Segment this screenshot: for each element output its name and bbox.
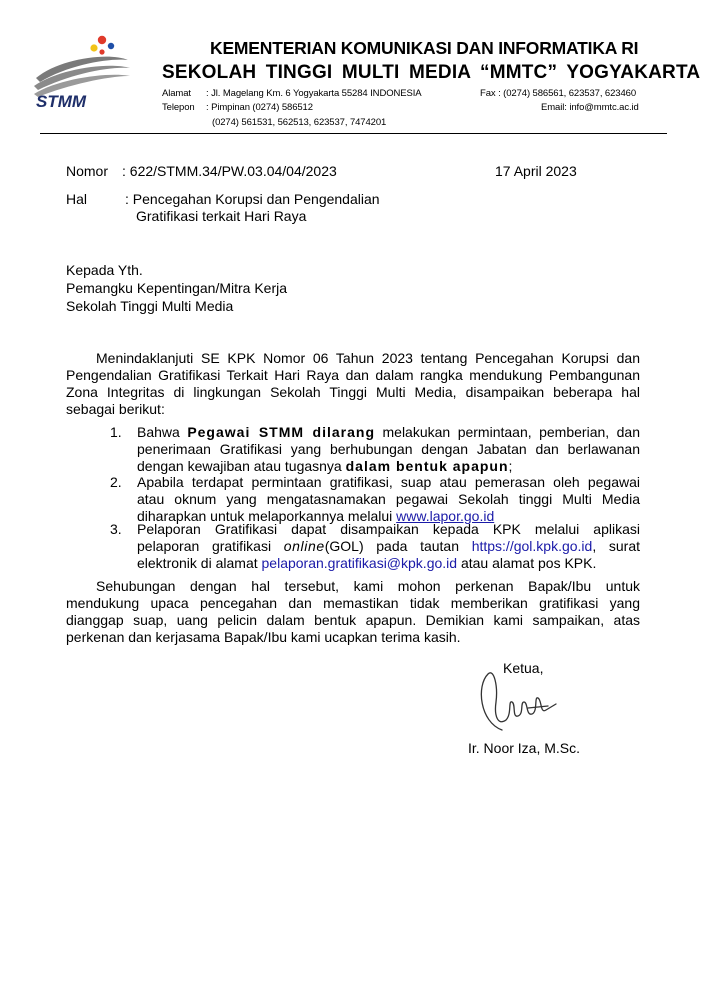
address-value: : Jl. Magelang Km. 6 Yogyakarta 55284 INDONESIA <box>206 88 422 99</box>
intro-paragraph <box>66 350 640 418</box>
list-number: 2. <box>110 474 122 490</box>
intro-line-4: sebagai berikut: <box>66 401 165 417</box>
list-number: 3. <box>110 521 122 537</box>
lapor-link[interactable]: www.lapor.go.id <box>396 508 495 524</box>
emphasis-pegawai-dilarang: Pegawai STMM dilarang <box>187 424 375 440</box>
closing-paragraph: Sehubungan dengan hal tersebut, kami mohon perkenan Bapak/Ibu untuk mendukung upaca pencegahan dan memastikan tidak memberikan gratifikasi yang dianggap suap, uang pelicin dalam bentuk apapun. Demikian kami sampaikan, atas perkenan dan kerjasama Bapak/Ibu kami ucapkan terima kasih. <box>66 578 640 645</box>
intro-line-1: Menindaklanjuti SE KPK Nomor 06 Tahun 2023 tentang Pencegahan Korupsi dan <box>96 350 640 366</box>
list-number: 1. <box>110 424 122 440</box>
nomor-value: : 622/STMM.34/PW.03.04/04/2023 <box>122 163 337 179</box>
signatory-name: Ir. Noor Iza, M.Sc. <box>468 740 581 756</box>
ministry-name: KEMENTERIAN KOMUNIKASI DAN INFORMATIKA RI <box>210 38 639 58</box>
hal-value-2: Gratifikasi terkait Hari Raya <box>136 208 307 224</box>
intro-line-3: Zona Integritas di lingkungan Sekolah Tinggi Multi Media, disampaikan beberapa hal <box>66 384 640 400</box>
letter-date: 17 April 2023 <box>495 163 577 179</box>
email: Email: info@mmtc.ac.id <box>541 102 639 113</box>
recipient-line-2: Pemangku Kepentingan/Mitra Kerja <box>66 280 288 296</box>
letterhead-divider <box>40 133 667 134</box>
address-label: Alamat <box>162 88 191 99</box>
hal-label: Hal <box>66 191 88 207</box>
recipient-line-3: Sekolah Tinggi Multi Media <box>66 298 234 314</box>
emphasis-dalam-bentuk-apapun: dalam bentuk apapun <box>345 458 509 474</box>
signatory-title: Ketua, <box>503 660 544 676</box>
hal-value-1: : Pencegahan Korupsi dan Pengendalian <box>125 191 380 207</box>
phone-value: : Pimpinan (0274) 586512 <box>206 102 313 113</box>
nomor-label: Nomor <box>66 163 109 179</box>
institution-name: SEKOLAH TINGGI MULTI MEDIA “MMTC” YOGYAKARTA <box>162 62 701 83</box>
recipient-line-1: Kepada Yth. <box>66 262 143 278</box>
phone-value-2: (0274) 561531, 562513, 623537, 7474201 <box>212 117 387 128</box>
fax: Fax : (0274) 586561, 623537, 623460 <box>480 88 637 99</box>
intro-line-2: Pengendalian Gratifikasi Terkait Hari Raya dan dalam rangka mendukung Pembangunan <box>66 367 640 383</box>
gol-kpk-link[interactable]: https://gol.kpk.go.id <box>471 538 593 554</box>
phone-label: Telepon <box>162 102 195 113</box>
logo-text: STMM <box>36 92 87 110</box>
signature-image <box>472 656 562 736</box>
stmm-logo <box>30 34 140 110</box>
online-italic: online <box>283 538 325 554</box>
kpk-email-link[interactable]: pelaporan.gratifikasi@kpk.go.id <box>261 555 458 571</box>
